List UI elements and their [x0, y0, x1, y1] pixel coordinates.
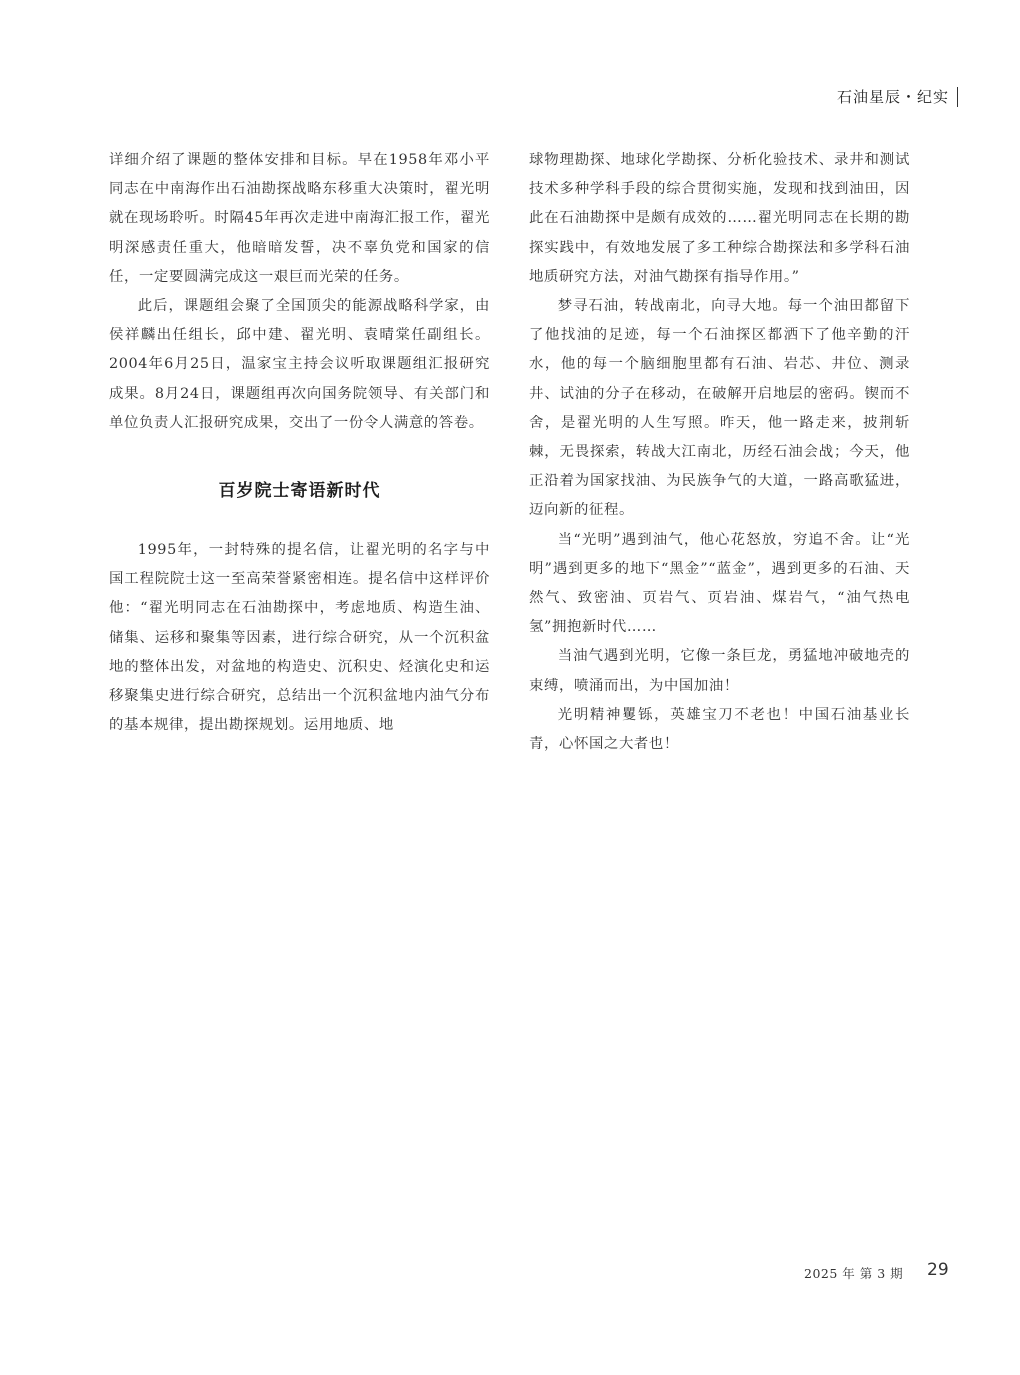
- section-header: 石油星辰・纪实: [837, 87, 958, 107]
- paragraph: 光明精神矍铄，英雄宝刀不老也！中国石油基业长青，心怀国之大者也！: [529, 706, 910, 753]
- paragraph: 详细介绍了课题的整体安排和目标。早在1958年邓小平同志在中南海作出石油勘探战略东移重大决策时，翟光明就在现场聆听。时隔45年再次走进中南海汇报工作，翟光明深感责任重大，他暗暗发誓，决不辜负党和国家的信任，一定要圆满完成这一艰巨而光荣的任务。: [109, 152, 490, 285]
- page-number: 29: [927, 1260, 949, 1280]
- paragraph: 梦寻石油，转战南北，向寻大地。每一个油田都留下了他找油的足迹，每一个石油探区都洒下了他辛勤的汗水，他的每一个脑细胞里都有石油、岩芯、井位、测录井、试油的分子在移动，在破解开启地层的密码。锲而不舍，是翟光明的人生写照。昨天，他一路走来，披荆斩棘，无畏探索，转战大江南北，历经石油会战；今天，他正沿着为国家找油、为民族争气的大道，一路高歌猛进，迈向新的征程。: [529, 298, 910, 519]
- section-heading: 百岁院士寄语新时代: [218, 481, 381, 502]
- left-column: [109, 146, 490, 740]
- paragraph: 此后，课题组会聚了全国顶尖的能源战略科学家，由侯祥麟出任组长，邱中建、翟光明、袁晴棠任副组长。2004年6月25日，温家宝主持会议听取课题组汇报研究成果。8月24日，课题组再次向国务院领导、有关部门和单位负责人汇报研究成果，交出了一份令人满意的答卷。: [109, 298, 490, 431]
- issue-label: 2025 年 第 3 期: [804, 1266, 904, 1281]
- right-column: [529, 146, 910, 759]
- paragraph: 1995年，一封特殊的提名信，让翟光明的名字与中国工程院院士这一至高荣誉紧密相连。提名信中这样评价他：“翟光明同志在石油勘探中，考虑地质、构造生油、储集、运移和聚集等因素，进行综合研究，从一个沉积盆地的整体出发，对盆地的构造史、沉积史、烃演化史和运移聚集史进行综合研究，总结出一个沉积盆地内油气分布的基本规律，提出勘探规划。运用地质、地: [109, 542, 490, 734]
- paragraph: 当“光明”遇到油气，他心花怒放，穷追不舍。让“光明”遇到更多的地下“黑金”“蓝金”，遇到更多的石油、天然气、致密油、页岩气、页岩油、煤岩气，“油气热电氢”拥抱新时代……: [529, 531, 910, 636]
- paragraph: 球物理勘探、地球化学勘探、分析化验技术、录井和测试技术多种学科手段的综合贯彻实施，发现和找到油田，因此在石油勘探中是颇有成效的……翟光明同志在长期的勘探实践中，有效地发展了多工种综合勘探法和多学科石油地质研究方法，对油气勘探有指导作用。”: [529, 152, 910, 285]
- paragraph: 当油气遇到光明，它像一条巨龙，勇猛地冲破地壳的束缚，喷涌而出，为中国加油！: [529, 648, 910, 694]
